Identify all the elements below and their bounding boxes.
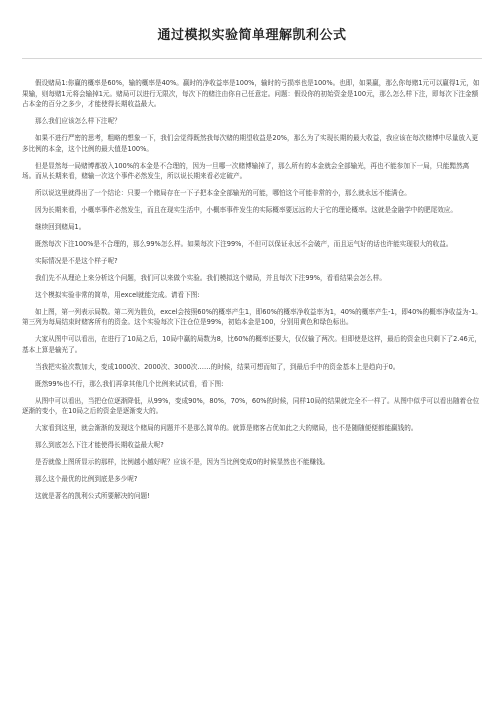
paragraph: 从图中可以看出，当把仓位逐渐降低，从99%，变成90%，80%，70%，60%的时候，同样10局的结果就完全不一样了。从图中似乎可以看出随着仓位逐渐的变小，在10局之后的资金是逐渐变大的。 <box>22 396 480 416</box>
paragraph: 既然99%也不行，那么我们再拿其他几个比例来试试看，看下图: <box>35 379 224 388</box>
paragraph: 实际情况是不是这个样子呢? <box>35 256 118 265</box>
title-divider <box>22 58 482 59</box>
paragraph: 所以说这里就得出了一个结论：只要一个赌局存在一下子把本金全部输光的可能，哪怕这个可能非常的小，那么就永远不能满仓。 <box>35 189 411 198</box>
paragraph: 如果不进行严密的思考，粗略的想象一下，我们会觉得既然我每次赌的期望收益是20%，那么为了实现长期的最大收益，我应该在每次赌博中尽量放入更多比例的本金，这个比例的最大值是100%。 <box>22 134 479 153</box>
paragraph: 这个模拟实验非常的简单，用excel就能完成。请看下图: <box>35 290 200 299</box>
document-title: 通过模拟实验简单理解凯利公式 <box>157 28 347 43</box>
paragraph: 那么到底怎么下注才能使得长期收益最大呢? <box>35 441 164 450</box>
paragraph: 那么这个最优的比例到底是多少呢? <box>35 474 138 483</box>
paragraph: 如上图，第一列表示局数。第二列为胜负，excel会按照60%的概率产生1，即60%的概率净收益率为1，40%的概率产生-1，即40%的概率净收益为-1。第三列为每局结束时赌客所有的资金。这个实验每次下注仓位是99%，初始本金是100，分别用黄色和绿色标出。 <box>22 307 482 327</box>
paragraph: 大家从图中可以看出，在进行了10局之后，10局中赢的局数为8，比60%的概率还要大，仅仅输了两次。但即使是这样，最后的资金也只剩下了2.46元，基本上算是输光了。 <box>22 335 481 354</box>
paragraph: 因为长期来看，小概率事件必然发生，而且在现实生活中，小概率事件发生的实际概率要远远的大于它的理论概率。这就是金融学中的肥尾效应。 <box>35 206 457 215</box>
document-body <box>22 78 482 508</box>
paragraph: 大家看到这里，就会渐渐的发现这个赌局的问题并不是那么简单的。就算是赌客占优如此之大的赌局，也不是随随便便都能赢钱的。 <box>35 424 418 433</box>
paragraph: 既然每次下注100%是不合理的，那么99%怎么样。如果每次下注99%，不但可以保证永远不会破产，而且运气好的话也许能实现很大的收益。 <box>35 240 453 249</box>
paragraph: 那么我们应该怎么样下注呢？ <box>35 117 121 126</box>
paragraph: 假设赌局1:你赢的概率是60%，输的概率是40%。赢时的净收益率是100%，输时的亏损率也是100%。也即，如果赢，那么你每赌1元可以赢得1元，如果输，则每赌1元将会输掉1元。赌局可以进行无限次，每次下的赌注由你自己任意定。问题：假设你的初始资金是100元，那么怎么样下注，即每次下注金额占本金的百分之多少，才能使得长期收益最大。 <box>22 79 480 109</box>
paragraph: 但是显然每一局赌博都放入100%的本金是不合理的，因为一旦哪一次赌博输掉了，那么所有的本金就会全部输光，再也不能参加下一局，只能黯然离场。而从长期来看，赌输一次这个事件必然发生，所以说长期来看必定破产。 <box>22 161 470 181</box>
paragraph: 当我把实验次数加大，变成1000次、2000次、3000次……的时候，结果可想而知了，到最后手中的资金基本上是趋向于0。 <box>35 362 400 371</box>
paragraph: 是否就像上图所显示的那样，比例越小越好呢？应该不是，因为当比例变成0的时候显然也不能赚钱。 <box>35 457 330 466</box>
paragraph: 我们先不从理论上来分析这个问题，我们可以来做个实验。我们模拟这个赌局，并且每次下注99%，看看结果会怎么样。 <box>35 273 386 282</box>
paragraph: 继续回到赌局1。 <box>35 223 86 232</box>
paragraph: 这就是著名的凯利公式所要解决的问题! <box>35 491 150 500</box>
